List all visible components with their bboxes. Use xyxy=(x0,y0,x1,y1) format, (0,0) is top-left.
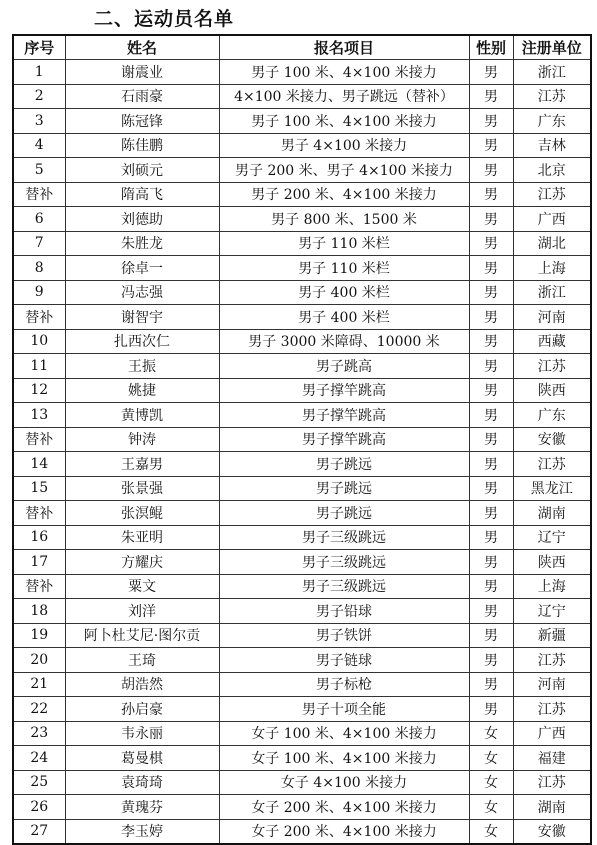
cell-gender: 男 xyxy=(469,256,513,281)
cell-gender: 男 xyxy=(469,452,513,477)
table-row xyxy=(13,672,591,697)
cell-event: 男子 110 米栏 xyxy=(219,256,469,281)
cell-gender: 男 xyxy=(469,648,513,673)
cell-number: 23 xyxy=(13,721,65,746)
table-row xyxy=(13,133,591,158)
cell-event: 男子跳远 xyxy=(219,501,469,526)
cell-name: 谢智宇 xyxy=(65,305,219,330)
header-name: 姓名 xyxy=(65,35,219,60)
cell-number: 3 xyxy=(13,109,65,134)
cell-event: 男子三级跳远 xyxy=(219,525,469,550)
cell-gender: 女 xyxy=(469,795,513,820)
cell-unit: 福建 xyxy=(513,746,591,771)
cell-name: 张溟鲲 xyxy=(65,501,219,526)
cell-gender: 男 xyxy=(469,158,513,183)
cell-gender: 男 xyxy=(469,672,513,697)
cell-name: 李玉婷 xyxy=(65,819,219,844)
cell-name: 黄瑰芬 xyxy=(65,795,219,820)
cell-number: 5 xyxy=(13,158,65,183)
cell-number: 21 xyxy=(13,672,65,697)
cell-gender: 女 xyxy=(469,721,513,746)
table-row xyxy=(13,550,591,575)
table-row xyxy=(13,721,591,746)
cell-number: 替补 xyxy=(13,427,65,452)
cell-gender: 男 xyxy=(469,280,513,305)
cell-gender: 男 xyxy=(469,476,513,501)
cell-number: 26 xyxy=(13,795,65,820)
cell-event: 男子跳远 xyxy=(219,452,469,477)
cell-event: 男子 110 米栏 xyxy=(219,231,469,256)
cell-unit: 吉林 xyxy=(513,133,591,158)
table-row xyxy=(13,501,591,526)
cell-gender: 男 xyxy=(469,207,513,232)
cell-number: 22 xyxy=(13,697,65,722)
cell-unit: 江苏 xyxy=(513,84,591,109)
cell-number: 20 xyxy=(13,648,65,673)
cell-unit: 江苏 xyxy=(513,182,591,207)
cell-unit: 河南 xyxy=(513,305,591,330)
table-row xyxy=(13,525,591,550)
table-row xyxy=(13,231,591,256)
cell-gender: 男 xyxy=(469,403,513,428)
header-number: 序号 xyxy=(13,35,65,60)
cell-name: 朱亚明 xyxy=(65,525,219,550)
cell-event: 男子标枪 xyxy=(219,672,469,697)
cell-number: 17 xyxy=(13,550,65,575)
cell-gender: 男 xyxy=(469,231,513,256)
cell-event: 男子 400 米栏 xyxy=(219,305,469,330)
cell-gender: 女 xyxy=(469,819,513,844)
cell-unit: 陕西 xyxy=(513,378,591,403)
cell-event: 女子 100 米、4×100 米接力 xyxy=(219,746,469,771)
table-row xyxy=(13,378,591,403)
cell-unit: 湖北 xyxy=(513,231,591,256)
cell-event: 女子 200 米、4×100 米接力 xyxy=(219,795,469,820)
table-row xyxy=(13,746,591,771)
cell-event: 男子 400 米栏 xyxy=(219,280,469,305)
table-row xyxy=(13,770,591,795)
header-unit: 注册单位 xyxy=(513,35,591,60)
table-row xyxy=(13,354,591,379)
cell-number: 27 xyxy=(13,819,65,844)
cell-gender: 男 xyxy=(469,133,513,158)
cell-event: 男子跳高 xyxy=(219,354,469,379)
cell-unit: 江苏 xyxy=(513,648,591,673)
table-row xyxy=(13,599,591,624)
table-row xyxy=(13,476,591,501)
cell-event: 男子 100 米、4×100 米接力 xyxy=(219,60,469,85)
cell-name: 冯志强 xyxy=(65,280,219,305)
table-row xyxy=(13,280,591,305)
cell-number: 替补 xyxy=(13,182,65,207)
cell-unit: 辽宁 xyxy=(513,525,591,550)
cell-gender: 女 xyxy=(469,746,513,771)
table-row xyxy=(13,795,591,820)
cell-gender: 男 xyxy=(469,60,513,85)
cell-number: 7 xyxy=(13,231,65,256)
cell-number: 6 xyxy=(13,207,65,232)
cell-event: 男子 4×100 米接力 xyxy=(219,133,469,158)
cell-unit: 江苏 xyxy=(513,354,591,379)
cell-gender: 男 xyxy=(469,501,513,526)
cell-event: 男子 3000 米障碍、10000 米 xyxy=(219,329,469,354)
section-title: 二、运动员名单 xyxy=(94,8,235,30)
cell-name: 刘洋 xyxy=(65,599,219,624)
cell-unit: 上海 xyxy=(513,256,591,281)
cell-gender: 男 xyxy=(469,697,513,722)
cell-gender: 男 xyxy=(469,574,513,599)
table-row xyxy=(13,158,591,183)
cell-event: 男子撑竿跳高 xyxy=(219,427,469,452)
cell-name: 姚捷 xyxy=(65,378,219,403)
table-body xyxy=(13,60,591,845)
cell-name: 韦永丽 xyxy=(65,721,219,746)
cell-number: 替补 xyxy=(13,501,65,526)
cell-name: 钟涛 xyxy=(65,427,219,452)
cell-unit: 江苏 xyxy=(513,770,591,795)
table-row xyxy=(13,623,591,648)
cell-unit: 湖南 xyxy=(513,795,591,820)
cell-name: 黄博凯 xyxy=(65,403,219,428)
cell-name: 孙启豪 xyxy=(65,697,219,722)
cell-gender: 男 xyxy=(469,354,513,379)
athlete-roster-table xyxy=(12,34,592,845)
cell-unit: 广西 xyxy=(513,207,591,232)
cell-unit: 江苏 xyxy=(513,452,591,477)
cell-unit: 新疆 xyxy=(513,623,591,648)
cell-name: 王嘉男 xyxy=(65,452,219,477)
cell-name: 陈佳鹏 xyxy=(65,133,219,158)
cell-name: 刘硕元 xyxy=(65,158,219,183)
cell-name: 隋高飞 xyxy=(65,182,219,207)
cell-number: 14 xyxy=(13,452,65,477)
table-row xyxy=(13,403,591,428)
cell-gender: 男 xyxy=(469,427,513,452)
cell-event: 男子链球 xyxy=(219,648,469,673)
cell-name: 扎西次仁 xyxy=(65,329,219,354)
cell-name: 王振 xyxy=(65,354,219,379)
table-row xyxy=(13,109,591,134)
cell-name: 袁琦琦 xyxy=(65,770,219,795)
cell-number: 16 xyxy=(13,525,65,550)
cell-name: 刘德助 xyxy=(65,207,219,232)
cell-gender: 男 xyxy=(469,182,513,207)
cell-name: 胡浩然 xyxy=(65,672,219,697)
cell-unit: 广西 xyxy=(513,721,591,746)
cell-unit: 河南 xyxy=(513,672,591,697)
table-row xyxy=(13,819,591,844)
cell-number: 24 xyxy=(13,746,65,771)
cell-event: 4×100 米接力、男子跳远（替补） xyxy=(219,84,469,109)
cell-event: 女子 200 米、4×100 米接力 xyxy=(219,819,469,844)
cell-name: 谢震业 xyxy=(65,60,219,85)
header-event: 报名项目 xyxy=(219,35,469,60)
cell-number: 替补 xyxy=(13,305,65,330)
cell-name: 石雨豪 xyxy=(65,84,219,109)
cell-event: 男子 200 米、4×100 米接力 xyxy=(219,182,469,207)
cell-number: 8 xyxy=(13,256,65,281)
table-row xyxy=(13,329,591,354)
cell-name: 粟文 xyxy=(65,574,219,599)
cell-event: 男子跳远 xyxy=(219,476,469,501)
cell-unit: 安徽 xyxy=(513,427,591,452)
cell-number: 19 xyxy=(13,623,65,648)
cell-number: 15 xyxy=(13,476,65,501)
table-row xyxy=(13,574,591,599)
cell-event: 男子三级跳远 xyxy=(219,550,469,575)
cell-name: 方耀庆 xyxy=(65,550,219,575)
cell-number: 25 xyxy=(13,770,65,795)
table-row xyxy=(13,256,591,281)
cell-number: 替补 xyxy=(13,574,65,599)
cell-gender: 男 xyxy=(469,378,513,403)
cell-event: 男子撑竿跳高 xyxy=(219,378,469,403)
cell-gender: 女 xyxy=(469,770,513,795)
cell-number: 9 xyxy=(13,280,65,305)
table-header-row xyxy=(13,35,591,60)
cell-number: 11 xyxy=(13,354,65,379)
cell-gender: 男 xyxy=(469,525,513,550)
cell-name: 陈冠锋 xyxy=(65,109,219,134)
cell-event: 男子铅球 xyxy=(219,599,469,624)
cell-gender: 男 xyxy=(469,550,513,575)
cell-gender: 男 xyxy=(469,599,513,624)
cell-event: 女子 4×100 米接力 xyxy=(219,770,469,795)
cell-unit: 黑龙江 xyxy=(513,476,591,501)
cell-name: 阿卜杜艾尼·图尔贡 xyxy=(65,623,219,648)
cell-number: 4 xyxy=(13,133,65,158)
cell-event: 男子十项全能 xyxy=(219,697,469,722)
table-row xyxy=(13,427,591,452)
header-gender: 性别 xyxy=(469,35,513,60)
table-row xyxy=(13,84,591,109)
table-row xyxy=(13,648,591,673)
cell-name: 张景强 xyxy=(65,476,219,501)
cell-unit: 上海 xyxy=(513,574,591,599)
cell-number: 12 xyxy=(13,378,65,403)
cell-event: 男子三级跳远 xyxy=(219,574,469,599)
cell-unit: 江苏 xyxy=(513,697,591,722)
cell-gender: 男 xyxy=(469,305,513,330)
cell-unit: 湖南 xyxy=(513,501,591,526)
table-row xyxy=(13,207,591,232)
cell-event: 男子 100 米、4×100 米接力 xyxy=(219,109,469,134)
cell-unit: 广东 xyxy=(513,403,591,428)
cell-gender: 男 xyxy=(469,329,513,354)
cell-event: 男子撑竿跳高 xyxy=(219,403,469,428)
cell-number: 18 xyxy=(13,599,65,624)
cell-event: 男子 200 米、男子 4×100 米接力 xyxy=(219,158,469,183)
cell-number: 2 xyxy=(13,84,65,109)
table-row xyxy=(13,697,591,722)
cell-number: 10 xyxy=(13,329,65,354)
cell-name: 葛曼棋 xyxy=(65,746,219,771)
cell-name: 徐卓一 xyxy=(65,256,219,281)
cell-number: 13 xyxy=(13,403,65,428)
cell-event: 男子 800 米、1500 米 xyxy=(219,207,469,232)
cell-event: 女子 100 米、4×100 米接力 xyxy=(219,721,469,746)
table-row xyxy=(13,305,591,330)
table-row xyxy=(13,182,591,207)
cell-unit: 浙江 xyxy=(513,280,591,305)
cell-unit: 陕西 xyxy=(513,550,591,575)
cell-name: 王琦 xyxy=(65,648,219,673)
cell-unit: 辽宁 xyxy=(513,599,591,624)
cell-gender: 男 xyxy=(469,109,513,134)
cell-gender: 男 xyxy=(469,84,513,109)
cell-name: 朱胜龙 xyxy=(65,231,219,256)
table-row xyxy=(13,60,591,85)
cell-unit: 广东 xyxy=(513,109,591,134)
cell-unit: 北京 xyxy=(513,158,591,183)
cell-number: 1 xyxy=(13,60,65,85)
cell-unit: 浙江 xyxy=(513,60,591,85)
cell-unit: 西藏 xyxy=(513,329,591,354)
cell-event: 男子铁饼 xyxy=(219,623,469,648)
table-row xyxy=(13,452,591,477)
cell-unit: 安徽 xyxy=(513,819,591,844)
cell-gender: 男 xyxy=(469,623,513,648)
